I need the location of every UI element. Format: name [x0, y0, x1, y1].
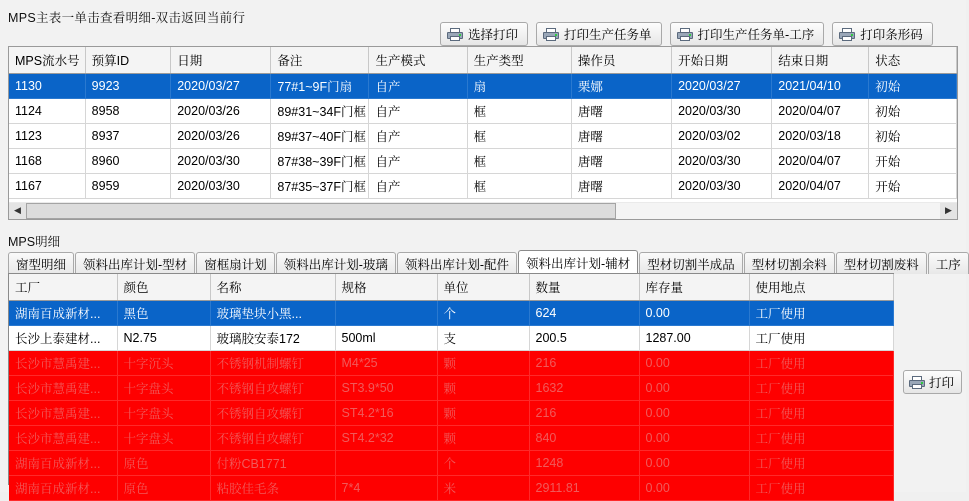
- table-cell[interactable]: 自产: [369, 174, 467, 199]
- table-cell[interactable]: 不锈钢自攻螺钉: [210, 426, 335, 451]
- table-cell[interactable]: 0.00: [639, 401, 749, 426]
- table-cell[interactable]: 2020/03/30: [672, 149, 772, 174]
- table-cell[interactable]: 2020/03/26: [171, 124, 271, 149]
- table-cell[interactable]: 2020/03/26: [171, 99, 271, 124]
- table-cell[interactable]: 长沙市慧禹建...: [9, 376, 117, 401]
- table-cell[interactable]: 1248: [529, 451, 639, 476]
- table-cell[interactable]: 开始: [869, 149, 957, 174]
- table-cell[interactable]: 黑色: [117, 301, 210, 326]
- table-cell[interactable]: 216: [529, 351, 639, 376]
- table-cell[interactable]: 初始: [869, 74, 957, 99]
- table-cell[interactable]: 玻璃垫块小黑...: [210, 301, 335, 326]
- table-cell[interactable]: 9923: [85, 74, 171, 99]
- table-cell[interactable]: 624: [529, 301, 639, 326]
- print-production-order-label: 打印生产任务单: [564, 28, 652, 42]
- column-header[interactable]: 工厂: [9, 274, 117, 301]
- column-header[interactable]: 规格: [335, 274, 437, 301]
- mps-main-grid[interactable]: [8, 46, 958, 220]
- table-cell[interactable]: 框: [467, 99, 571, 124]
- column-header[interactable]: 颜色: [117, 274, 210, 301]
- detail-header-row: [9, 274, 893, 301]
- table-cell[interactable]: 89#37~40F门框: [271, 124, 369, 149]
- tab-1[interactable]: 领料出库计划-型材: [75, 252, 195, 274]
- column-header[interactable]: 生产模式: [369, 47, 467, 74]
- table-row[interactable]: [9, 301, 893, 326]
- table-cell[interactable]: 1124: [9, 99, 85, 124]
- table-cell[interactable]: 个: [437, 301, 529, 326]
- table-cell[interactable]: 栗娜: [571, 74, 671, 99]
- table-cell[interactable]: 自产: [369, 124, 467, 149]
- column-header[interactable]: 开始日期: [672, 47, 772, 74]
- table-row[interactable]: [9, 401, 893, 426]
- table-row[interactable]: [9, 174, 957, 199]
- table-cell[interactable]: 初始: [869, 99, 957, 124]
- table-cell[interactable]: 付粉CB1771: [210, 451, 335, 476]
- table-cell[interactable]: 工厂使用: [749, 476, 893, 501]
- printer-icon: [677, 28, 693, 41]
- table-cell[interactable]: 玻璃胶安泰172: [210, 326, 335, 351]
- table-cell[interactable]: 2020/03/30: [672, 99, 772, 124]
- side-print-label: 打印: [929, 376, 955, 390]
- page-title: MPS主表一单击查看明细-双击返回当前行: [8, 11, 246, 25]
- printer-icon: [543, 28, 559, 41]
- table-cell[interactable]: 湖南百成新材...: [9, 451, 117, 476]
- table-cell[interactable]: ST4.2*16: [335, 401, 437, 426]
- table-cell[interactable]: 不锈钢机制螺钉: [210, 351, 335, 376]
- mps-main-table: [9, 47, 957, 199]
- table-cell[interactable]: ST4.2*32: [335, 426, 437, 451]
- table-cell[interactable]: 自产: [369, 149, 467, 174]
- table-cell[interactable]: 工厂使用: [749, 401, 893, 426]
- printer-icon: [909, 376, 925, 389]
- table-cell[interactable]: 工厂使用: [749, 326, 893, 351]
- table-cell[interactable]: 8960: [85, 149, 171, 174]
- table-cell[interactable]: 米: [437, 476, 529, 501]
- select-print-label: 选择打印: [468, 28, 519, 42]
- tab-3[interactable]: 领料出库计划-玻璃: [276, 252, 396, 274]
- tab-7[interactable]: 型材切割余料: [744, 252, 835, 274]
- scroll-right-arrow[interactable]: ▶: [940, 203, 957, 219]
- column-header[interactable]: 名称: [210, 274, 335, 301]
- table-cell[interactable]: N2.75: [117, 326, 210, 351]
- printer-icon: [839, 28, 855, 41]
- table-row[interactable]: [9, 476, 893, 501]
- table-cell[interactable]: 十字沉头: [117, 351, 210, 376]
- table-cell[interactable]: 唐曙: [571, 174, 671, 199]
- table-row[interactable]: [9, 149, 957, 174]
- table-cell[interactable]: 十字盘头: [117, 401, 210, 426]
- table-cell[interactable]: 支: [437, 326, 529, 351]
- mps-main-header-row: [9, 47, 957, 74]
- table-cell[interactable]: 1287.00: [639, 326, 749, 351]
- table-cell[interactable]: 87#35~37F门框: [271, 174, 369, 199]
- table-cell[interactable]: 长沙市慧禹建...: [9, 426, 117, 451]
- table-cell[interactable]: 框: [467, 149, 571, 174]
- column-header[interactable]: 操作员: [571, 47, 671, 74]
- table-cell[interactable]: 湖南百成新材...: [9, 476, 117, 501]
- table-cell[interactable]: M4*25: [335, 351, 437, 376]
- table-cell[interactable]: 工厂使用: [749, 376, 893, 401]
- table-cell[interactable]: 1167: [9, 174, 85, 199]
- column-header[interactable]: 库存量: [639, 274, 749, 301]
- column-header[interactable]: 结束日期: [772, 47, 869, 74]
- detail-title: MPS明细: [8, 235, 61, 249]
- table-cell[interactable]: 长沙市慧禹建...: [9, 351, 117, 376]
- column-header[interactable]: 单位: [437, 274, 529, 301]
- table-row[interactable]: [9, 124, 957, 149]
- table-row[interactable]: [9, 351, 893, 376]
- tab-5[interactable]: 领料出库计划-辅材: [518, 250, 638, 274]
- table-row[interactable]: [9, 74, 957, 99]
- column-header[interactable]: 生产类型: [467, 47, 571, 74]
- print-production-order-process-label: 打印生产任务单-工序: [697, 28, 815, 42]
- column-header[interactable]: 备注: [271, 47, 369, 74]
- table-cell[interactable]: 工厂使用: [749, 351, 893, 376]
- print-production-order-process-button[interactable]: [670, 22, 825, 46]
- table-cell[interactable]: 唐曙: [571, 149, 671, 174]
- table-cell[interactable]: 十字盘头: [117, 376, 210, 401]
- column-header[interactable]: 使用地点: [749, 274, 893, 301]
- table-cell[interactable]: 1168: [9, 149, 85, 174]
- mps-main-body: [9, 74, 957, 199]
- table-cell[interactable]: 自产: [369, 99, 467, 124]
- table-cell[interactable]: 个: [437, 451, 529, 476]
- table-cell[interactable]: 2020/03/18: [772, 124, 869, 149]
- table-cell[interactable]: 唐曙: [571, 124, 671, 149]
- table-cell[interactable]: 0.00: [639, 451, 749, 476]
- table-cell[interactable]: 唐曙: [571, 99, 671, 124]
- table-cell[interactable]: 200.5: [529, 326, 639, 351]
- detail-table: [9, 274, 894, 501]
- table-cell[interactable]: 0.00: [639, 426, 749, 451]
- table-cell[interactable]: 自产: [369, 74, 467, 99]
- table-cell[interactable]: 长沙市慧禹建...: [9, 401, 117, 426]
- table-cell[interactable]: 89#31~34F门框: [271, 99, 369, 124]
- column-header[interactable]: 日期: [171, 47, 271, 74]
- table-cell[interactable]: 1632: [529, 376, 639, 401]
- detail-tabs: [8, 250, 961, 274]
- table-cell[interactable]: 框: [467, 174, 571, 199]
- table-cell[interactable]: 8937: [85, 124, 171, 149]
- table-cell[interactable]: 77#1~9F门扇: [271, 74, 369, 99]
- table-cell[interactable]: ST3.9*50: [335, 376, 437, 401]
- tab-0[interactable]: 窗型明细: [8, 252, 74, 274]
- table-cell[interactable]: 工厂使用: [749, 426, 893, 451]
- table-cell[interactable]: 2020/03/30: [672, 174, 772, 199]
- table-cell[interactable]: 840: [529, 426, 639, 451]
- table-cell[interactable]: 2020/03/30: [171, 174, 271, 199]
- table-cell[interactable]: 初始: [869, 124, 957, 149]
- table-cell[interactable]: [335, 451, 437, 476]
- main-grid-hscrollbar[interactable]: [8, 202, 958, 220]
- table-row[interactable]: [9, 376, 893, 401]
- table-cell[interactable]: 2020/04/07: [772, 99, 869, 124]
- detail-body: [9, 301, 893, 501]
- table-cell[interactable]: 长沙上泰建材...: [9, 326, 117, 351]
- table-cell[interactable]: 8959: [85, 174, 171, 199]
- scroll-left-arrow[interactable]: ◀: [9, 203, 26, 219]
- table-cell[interactable]: 500ml: [335, 326, 437, 351]
- table-row[interactable]: [9, 451, 893, 476]
- column-header[interactable]: 预算ID: [85, 47, 171, 74]
- table-cell[interactable]: 2911.81: [529, 476, 639, 501]
- table-cell[interactable]: 87#38~39F门框: [271, 149, 369, 174]
- tab-8[interactable]: 型材切割废料: [836, 252, 927, 274]
- column-header[interactable]: 状态: [869, 47, 957, 74]
- print-barcode-button[interactable]: [832, 22, 933, 46]
- table-cell[interactable]: 颗: [437, 426, 529, 451]
- side-print-button[interactable]: [903, 370, 962, 394]
- print-production-order-button[interactable]: [536, 22, 662, 46]
- table-cell[interactable]: 颗: [437, 351, 529, 376]
- printer-icon: [447, 28, 463, 41]
- table-cell[interactable]: 十字盘头: [117, 426, 210, 451]
- table-cell[interactable]: 2020/04/07: [772, 149, 869, 174]
- tab-4[interactable]: 领料出库计划-配件: [397, 252, 517, 274]
- table-cell[interactable]: 2021/04/10: [772, 74, 869, 99]
- print-barcode-label: 打印条形码: [860, 28, 923, 42]
- scroll-thumb[interactable]: [26, 203, 616, 219]
- tab-6[interactable]: 型材切割半成品: [639, 252, 743, 274]
- table-cell[interactable]: 0.00: [639, 301, 749, 326]
- table-cell[interactable]: 工厂使用: [749, 451, 893, 476]
- table-cell[interactable]: 扇: [467, 74, 571, 99]
- table-cell[interactable]: 不锈钢自攻螺钉: [210, 401, 335, 426]
- table-cell[interactable]: 原色: [117, 476, 210, 501]
- table-cell[interactable]: 开始: [869, 174, 957, 199]
- table-cell[interactable]: 粘胶佳毛条: [210, 476, 335, 501]
- scroll-track[interactable]: [26, 203, 940, 219]
- table-row[interactable]: [9, 426, 893, 451]
- table-cell[interactable]: 工厂使用: [749, 301, 893, 326]
- table-cell[interactable]: 7*4: [335, 476, 437, 501]
- table-cell[interactable]: 216: [529, 401, 639, 426]
- table-cell[interactable]: 原色: [117, 451, 210, 476]
- table-cell[interactable]: 2020/03/27: [171, 74, 271, 99]
- table-cell[interactable]: 2020/03/27: [672, 74, 772, 99]
- column-header[interactable]: 数量: [529, 274, 639, 301]
- table-cell[interactable]: [335, 301, 437, 326]
- detail-grid[interactable]: [8, 273, 894, 496]
- column-header[interactable]: MPS流水号: [9, 47, 85, 74]
- table-cell[interactable]: 0.00: [639, 376, 749, 401]
- tab-9[interactable]: 工序: [928, 252, 969, 274]
- table-cell[interactable]: 框: [467, 124, 571, 149]
- table-cell[interactable]: 8958: [85, 99, 171, 124]
- select-print-button[interactable]: [440, 22, 528, 46]
- tab-2[interactable]: 窗框扇计划: [196, 252, 275, 274]
- table-cell[interactable]: 不锈钢自攻螺钉: [210, 376, 335, 401]
- table-cell[interactable]: 颗: [437, 376, 529, 401]
- table-row[interactable]: [9, 99, 957, 124]
- table-cell[interactable]: 0.00: [639, 476, 749, 501]
- table-cell[interactable]: 2020/03/02: [672, 124, 772, 149]
- table-cell[interactable]: 1123: [9, 124, 85, 149]
- table-cell[interactable]: 颗: [437, 401, 529, 426]
- print-toolbar: [440, 22, 933, 46]
- table-cell[interactable]: 0.00: [639, 351, 749, 376]
- table-cell[interactable]: 2020/03/30: [171, 149, 271, 174]
- table-row[interactable]: [9, 326, 893, 351]
- table-cell[interactable]: 湖南百成新材...: [9, 301, 117, 326]
- table-cell[interactable]: 1130: [9, 74, 85, 99]
- table-cell[interactable]: 2020/04/07: [772, 174, 869, 199]
